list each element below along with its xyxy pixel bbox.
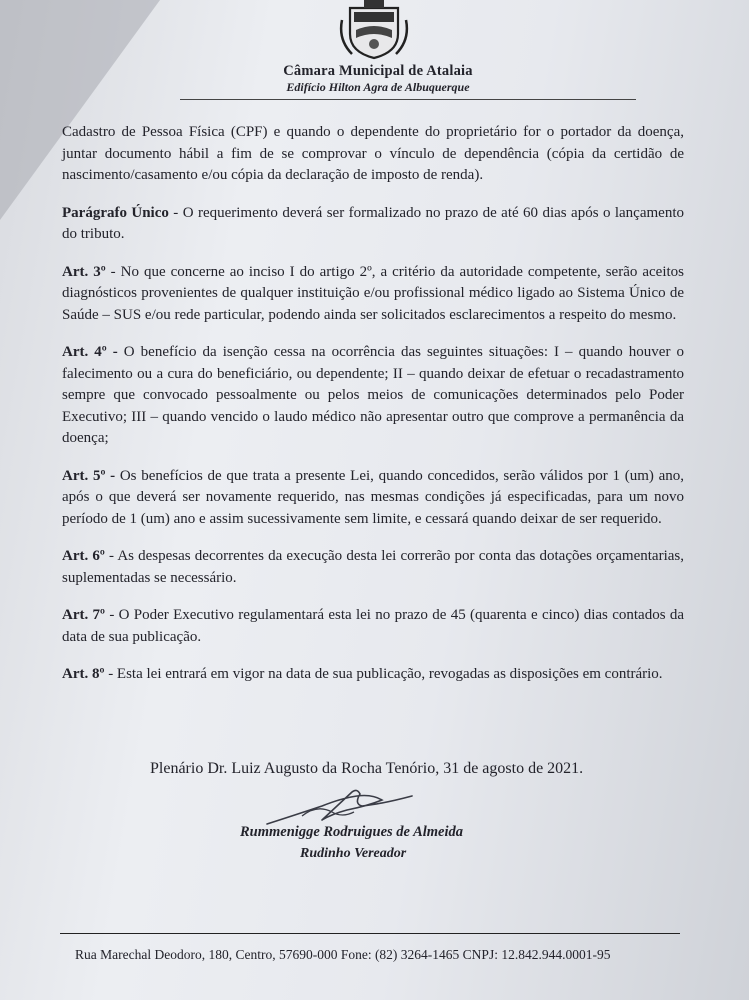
article-lead: Art. 5º -: [62, 467, 116, 484]
place-and-date: Plenário Dr. Luiz Augusto da Rocha Tenório, 31 de agosto de 2021.: [150, 760, 584, 777]
article-3: [62, 262, 684, 327]
article-text: - As despesas decorrentes da execução desta lei correrão por conta das dotações orçamentarias, suplementadas se necessário.: [62, 548, 684, 586]
article-lead: Art. 6º: [62, 548, 105, 564]
paragraph-lead: Parágrafo Único: [62, 204, 169, 221]
municipal-crest-icon: [338, 0, 410, 62]
footer-divider: [60, 933, 680, 934]
article-lead: Art. 4º -: [62, 344, 118, 360]
article-lead: Art. 3º: [62, 263, 106, 280]
article-6: [62, 546, 684, 589]
footer-address: Rua Marechal Deodoro, 180, Centro, 57690-000 Fone: (82) 3264-1465 CNPJ: 12.842.944.0001-95: [75, 947, 611, 962]
article-text: O benefício da isenção cessa na ocorrência das seguintes situações: I – quando houver o falecimento ou a cura do beneficiário, ou dependente; II – quando deixar de efetuar o recadastramento sempre que convocado pessoalmente ou pelos meios de comunicações determinados pelo Poder Executivo; III – quando vencido o laudo médico não apresentar outro que comprove a permanência da doença;: [62, 344, 684, 446]
article-lead: Art. 8º: [62, 666, 105, 682]
article-text: - No que concerne ao inciso I do artigo 2º, a critério da autoridade competente, serão aceitos diagnósticos provenientes de qualquer instituição e/ou profissional médico ligado ao Sistema Único de Saúde – SUS e/ou rede particular, podendo ainda ser solicitados esclarecimentos a respeito do mesmo.: [62, 263, 684, 323]
paragraph-text: - O requerimento deverá ser formalizado no prazo de até 60 dias após o lançamento do tributo.: [62, 204, 684, 242]
article-5: [62, 466, 684, 531]
article-text: - O Poder Executivo regulamentará esta lei no prazo de 45 (quarenta e cinco) dias contados da data de sua publicação.: [62, 607, 685, 645]
paragraph-unico: [62, 203, 684, 246]
article-text: Os benefícios de que trata a presente Lei, quando concedidos, serão válidos por 1 (um) ano, após o que deverá ser novamente requerido, nas mesmas condições já especificadas, para um novo período de 1 (um) ano e assim sucessivamente sem limite, e cessará quando deixar de ser requerido.: [62, 467, 684, 527]
letterhead: [0, 0, 749, 105]
header-divider: [180, 99, 636, 100]
article-lead: Art. 7º: [62, 607, 106, 623]
article-7: [62, 605, 684, 648]
paragraph-text: Cadastro de Pessoa Física (CPF) e quando o dependente do proprietário for o portador da doença, juntar documento hábil a fim de se comprovar o vínculo de dependência (cópia da certidão de nascimento/casamento e/ou cópia da declaração de imposto de renda).: [62, 124, 684, 183]
building-name: Edifício Hilton Agra de Albuquerque: [286, 80, 470, 94]
article-8: [62, 664, 684, 686]
signer-name: Rummenigge Rodruigues de Almeida: [240, 824, 464, 840]
org-name: Câmara Municipal de Atalaia: [283, 63, 473, 79]
article-text: - Esta lei entrará em vigor na data de sua publicação, revogadas as disposições em contrário.: [104, 666, 663, 682]
signer-title: Rudinho Vereador: [300, 846, 407, 861]
document-body: [62, 122, 684, 702]
paragraph-cpf: [62, 122, 684, 187]
article-4: [62, 342, 684, 450]
